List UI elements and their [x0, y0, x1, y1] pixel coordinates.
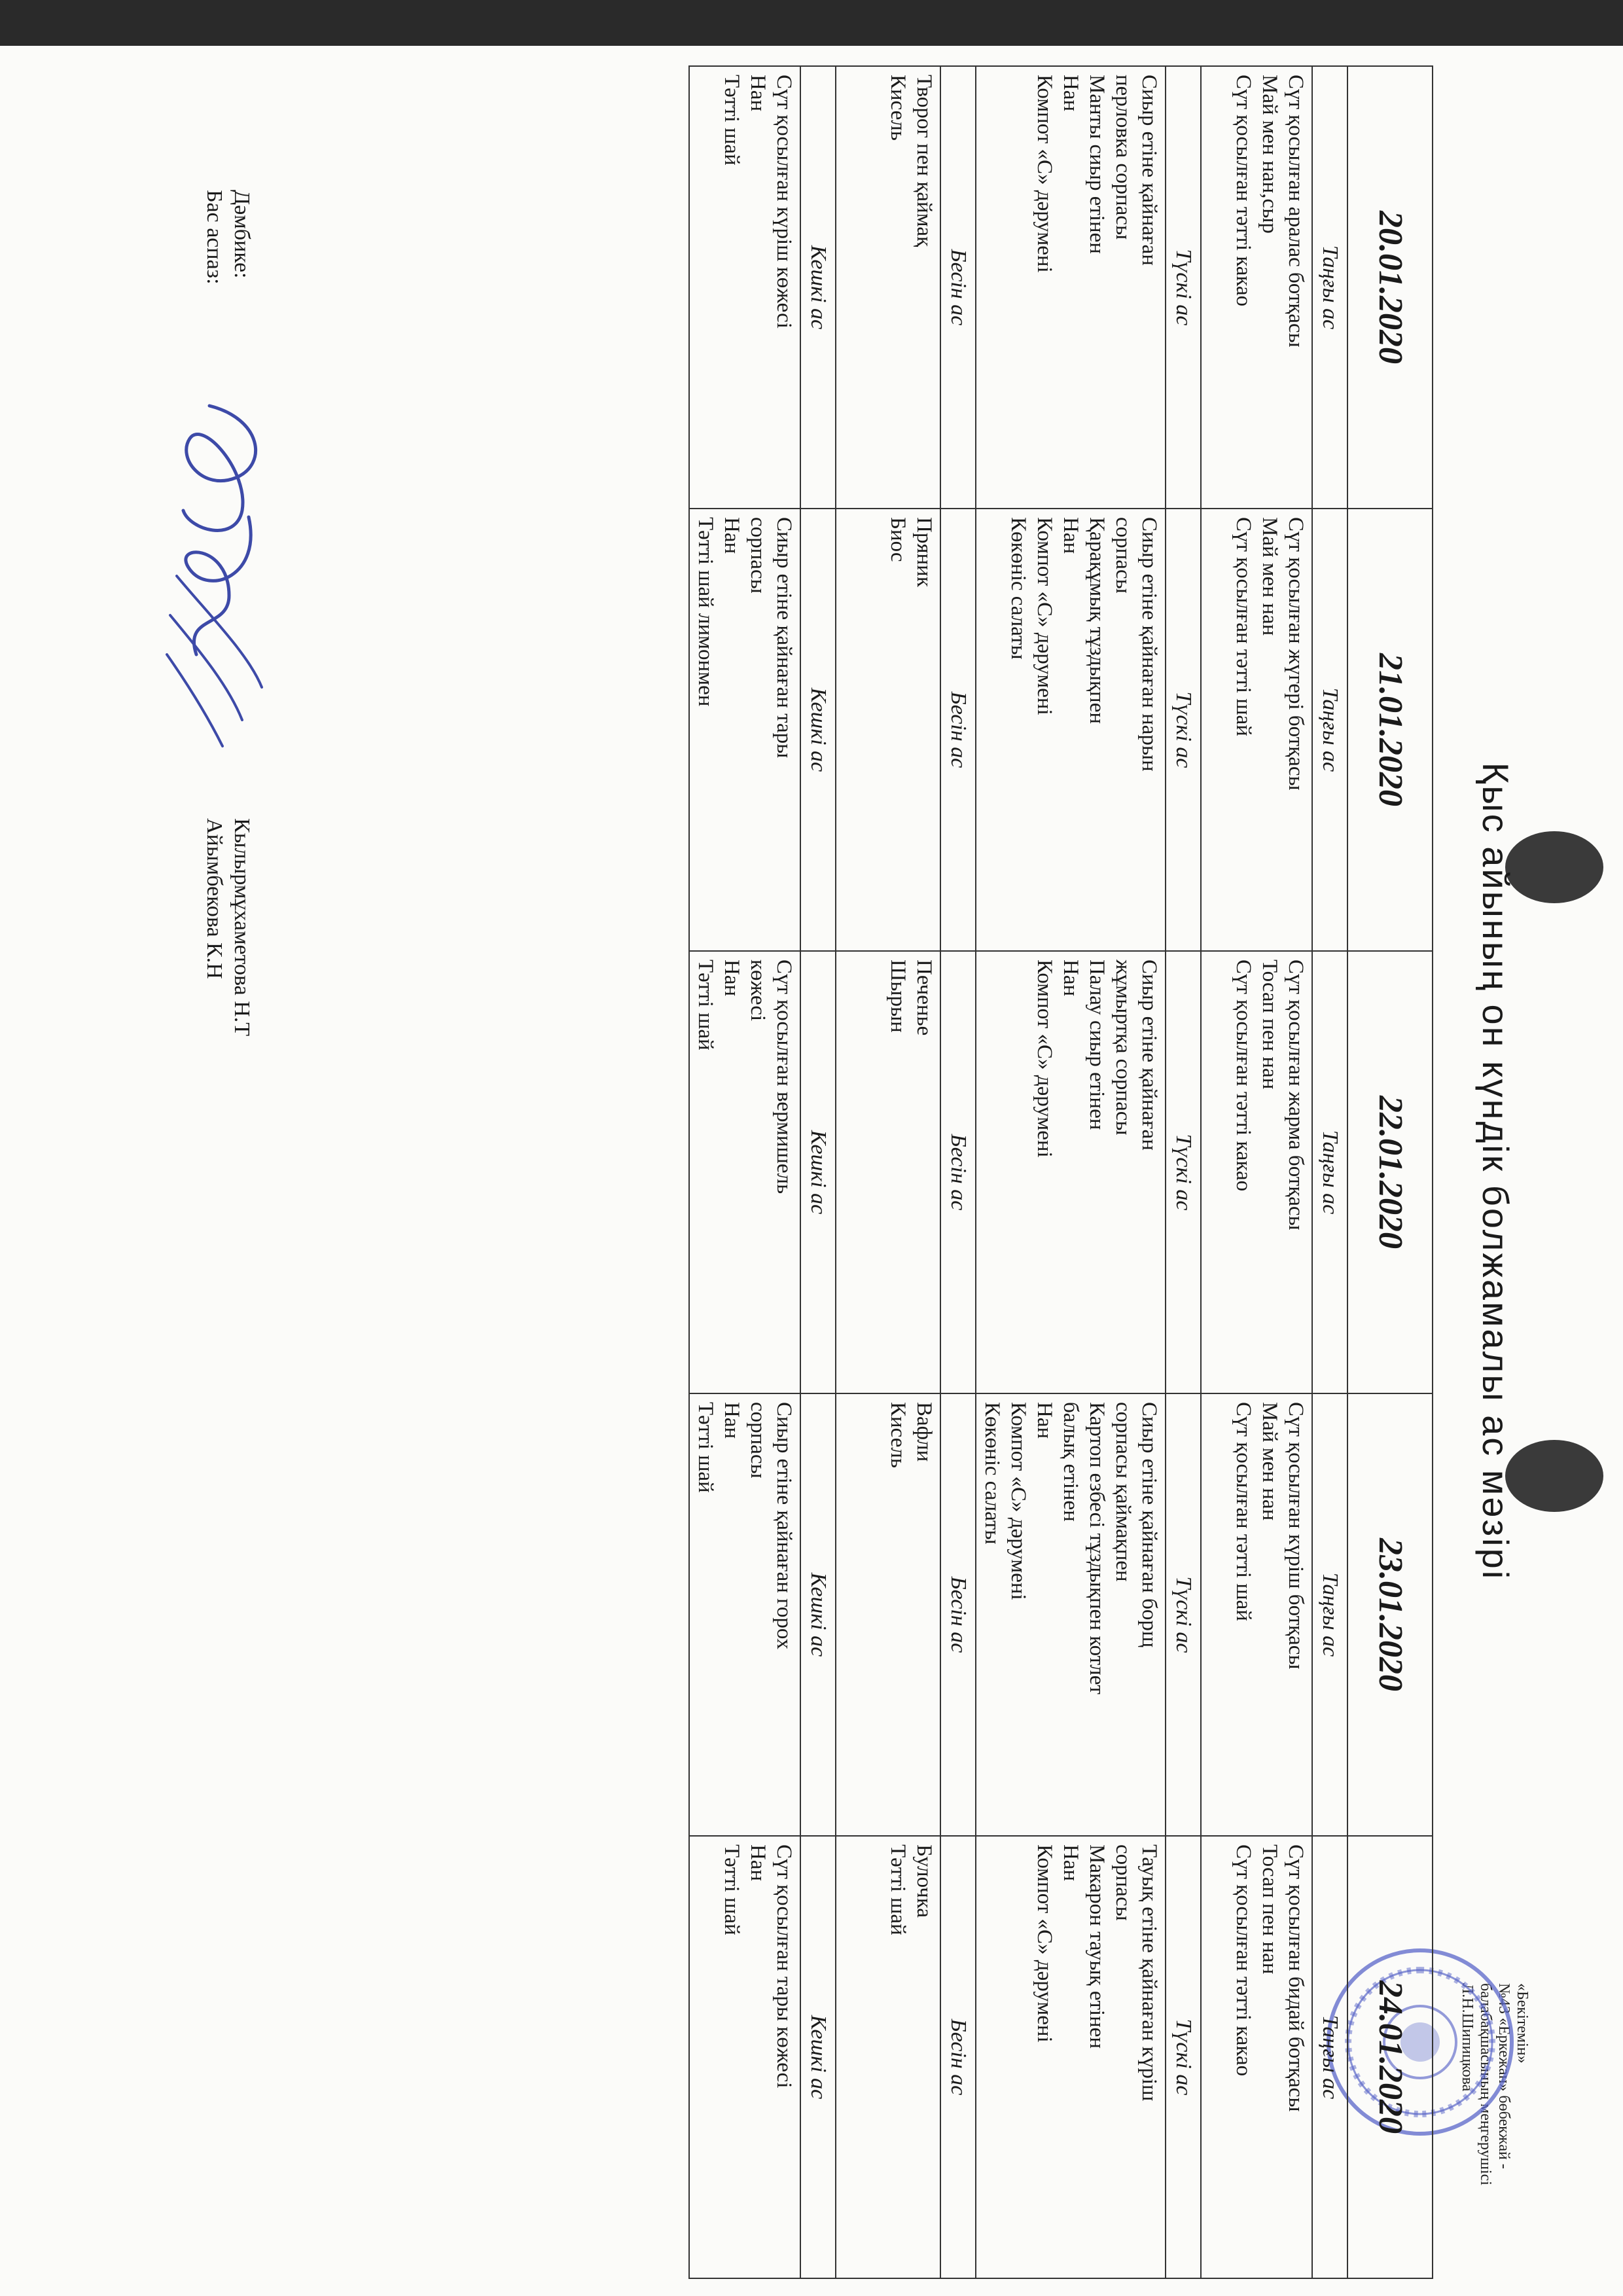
- stamp-line: Л.Н.Шипицкова: [1459, 1983, 1476, 2092]
- signature-role: Бас аспаз:: [202, 190, 226, 285]
- lunch-items: [976, 66, 1166, 509]
- menu-item: сорпасы: [1111, 1844, 1135, 1921]
- handwritten-signature-icon: [151, 380, 288, 798]
- lunch-header-row: [1166, 66, 1201, 2278]
- meal-label-supper: Кешкі ас: [800, 1393, 836, 1836]
- stamp-line: балабақшасының меңгерушісі: [1477, 1983, 1494, 2185]
- menu-item: Тәтті шай: [720, 1844, 743, 1935]
- menu-item: Макарон тауық етінен: [1085, 1844, 1109, 2049]
- menu-item: сорпасы: [746, 1402, 770, 1479]
- lunch-items: [976, 1393, 1166, 1836]
- menu-item: Тауық етіне қайнаған күріш: [1137, 1844, 1161, 2102]
- meal-label-snack: Бесін ас: [940, 1393, 976, 1836]
- menu-item: Сүт қосылған тәтті какао: [1232, 75, 1255, 307]
- lunch-items-row: [976, 66, 1166, 2278]
- menu-item: Сиыр етіне қайнаған тары: [772, 517, 796, 759]
- date-row: [1347, 66, 1433, 2278]
- meal-label-snack: Бесін ас: [940, 951, 976, 1393]
- menu-item: Нан: [720, 517, 743, 554]
- menu-item: Пряник: [912, 517, 936, 587]
- day-date: 21.01.2020: [1347, 509, 1433, 951]
- meal-label-supper: Кешкі ас: [800, 509, 836, 951]
- meal-label-breakfast: Таңғы ас: [1312, 1836, 1347, 2278]
- menu-item: Нан: [720, 960, 743, 997]
- menu-item: Қарақұмық тұздықпен: [1085, 517, 1109, 724]
- meal-label-lunch: Түскі ас: [1166, 951, 1201, 1393]
- menu-item: Сүт қосылған күріш ботқасы: [1284, 1402, 1308, 1670]
- menu-item: Сиыр етіне қайнаған: [1137, 75, 1161, 266]
- supper-header-row: [800, 66, 836, 2278]
- meal-label-breakfast: Таңғы ас: [1312, 66, 1347, 509]
- menu-item: Нан: [720, 1402, 743, 1439]
- menu-item: Шырын: [886, 960, 910, 1033]
- meal-label-breakfast: Таңғы ас: [1312, 951, 1347, 1393]
- breakfast-items: [1201, 1393, 1312, 1836]
- menu-table: [688, 65, 1433, 2279]
- menu-item: Кисель: [886, 1402, 910, 1468]
- menu-item: Сүт қосылған тәтті какао: [1232, 960, 1255, 1192]
- snack-items-row: [836, 66, 940, 2278]
- menu-item: сорпасы: [746, 517, 770, 594]
- menu-item: Сүт қосылған бидай ботқасы: [1284, 1844, 1308, 2112]
- stamp-line: №43 «Еркежан» бөбекжай -: [1495, 1983, 1512, 2169]
- menu-item: Май мен нан: [1258, 1402, 1281, 1521]
- menu-item: Компот «С» дәрумені: [1007, 1402, 1030, 1600]
- menu-item: Сиыр етіне қайнаған борщ: [1137, 1402, 1161, 1648]
- breakfast-items: [1201, 1836, 1312, 2278]
- lunch-items: [976, 509, 1166, 951]
- meal-label-lunch: Түскі ас: [1166, 1836, 1201, 2278]
- menu-item: Тәтті шай лимонмен: [694, 517, 717, 707]
- meal-label-supper: Кешкі ас: [800, 66, 836, 509]
- signature-role: Дәмбике:: [230, 190, 254, 279]
- menu-item: көжесі: [746, 960, 770, 1022]
- menu-item: сорпасы қаймақпен: [1111, 1402, 1135, 1582]
- signature-block: [124, 190, 255, 1368]
- menu-item: Көкөніс салаты: [980, 1402, 1004, 1545]
- menu-item: Тәтті шай: [694, 1402, 717, 1493]
- menu-item: Сүт қосылған жарма ботқасы: [1284, 960, 1308, 1230]
- menu-item: Май мен нан: [1258, 517, 1281, 636]
- menu-item: Тосап пен нан: [1258, 960, 1281, 1090]
- menu-item: Сүт қосылған вермишель: [772, 960, 796, 1194]
- menu-item: Биос: [886, 517, 910, 562]
- meal-label-breakfast: Таңғы ас: [1312, 1393, 1347, 1836]
- breakfast-items: [1201, 509, 1312, 951]
- menu-item: Нан: [1059, 75, 1082, 112]
- menu-item: Палау сиыр етінен: [1085, 960, 1109, 1130]
- menu-item: Компот «С» дәрумені: [1033, 960, 1056, 1158]
- supper-items: [689, 66, 800, 509]
- menu-item: Нан: [1059, 1844, 1082, 1882]
- stamp-line: «Бекітемін»: [1514, 1983, 1531, 2064]
- document-title: Қыс айының он күндік болжамалы ас мәзірі: [1475, 762, 1516, 1581]
- snack-items: [836, 1393, 940, 1836]
- lunch-items: [976, 951, 1166, 1393]
- breakfast-header-row: [1312, 66, 1347, 2278]
- meal-label-lunch: Түскі ас: [1166, 1393, 1201, 1836]
- menu-item: Манты сиыр етінен: [1085, 75, 1109, 254]
- meal-label-lunch: Түскі ас: [1166, 66, 1201, 509]
- meal-label-snack: Бесін ас: [940, 1836, 976, 2278]
- day-date: 22.01.2020: [1347, 951, 1433, 1393]
- meal-label-supper: Кешкі ас: [800, 951, 836, 1393]
- supper-items: [689, 1836, 800, 2278]
- menu-item: Сүт қосылған тәтті шай: [1232, 1402, 1255, 1621]
- menu-item: Компот «С» дәрумені: [1033, 75, 1056, 273]
- menu-item: Печенье: [912, 960, 936, 1036]
- menu-item: Тәтті шай: [886, 1844, 910, 1935]
- menu-item: Тосап пен нан: [1258, 1844, 1281, 1975]
- lunch-items: [976, 1836, 1166, 2278]
- menu-item: Май мен нан,сыр: [1258, 75, 1281, 234]
- menu-item: Компот «С» дәрумені: [1033, 517, 1056, 715]
- snack-items: [836, 951, 940, 1393]
- signature-name: Кылырмұхаметова Н.Т: [230, 818, 254, 1037]
- menu-item: Компот «С» дәрумені: [1033, 1844, 1056, 2043]
- breakfast-items: [1201, 951, 1312, 1393]
- menu-item: сорпасы: [1111, 517, 1135, 594]
- snack-items: [836, 1836, 940, 2278]
- supper-items: [689, 509, 800, 951]
- menu-item: Булочка: [912, 1844, 936, 1918]
- meal-label-supper: Кешкі ас: [800, 1836, 836, 2278]
- menu-item: Сиыр етіне қайнаған нарын: [1137, 517, 1161, 772]
- menu-item: Творог пен қаймақ: [912, 75, 936, 247]
- signature-name: Айымбекова К.Н: [202, 818, 226, 979]
- menu-item: Кисель: [886, 75, 910, 141]
- meal-label-snack: Бесін ас: [940, 509, 976, 951]
- day-date: 23.01.2020: [1347, 1393, 1433, 1836]
- menu-item: Тәтті шай: [694, 960, 717, 1050]
- menu-item: Вафли: [912, 1402, 936, 1462]
- supper-items: [689, 951, 800, 1393]
- menu-item: Сүт қосылған тәтті какао: [1232, 1844, 1255, 2077]
- supper-items-row: [689, 66, 800, 2278]
- snack-items: [836, 66, 940, 509]
- menu-item: Тәтті шай: [720, 75, 743, 166]
- rotated-menu-sheet: [26, 59, 1531, 2284]
- menu-item: Нан: [746, 75, 770, 112]
- supper-items: [689, 1393, 800, 1836]
- menu-item: Нан: [746, 1844, 770, 1882]
- menu-item: Нан: [1059, 960, 1082, 997]
- day-date: 20.01.2020: [1347, 66, 1433, 509]
- meal-label-lunch: Түскі ас: [1166, 509, 1201, 951]
- day-date: 24.01.2020: [1347, 1836, 1433, 2278]
- menu-item: перловка сорпасы: [1111, 75, 1135, 240]
- menu-item: Көкөніс салаты: [1007, 517, 1030, 660]
- menu-item: балық етінен: [1059, 1402, 1082, 1522]
- menu-item: Сүт қосылған тары көжесі: [772, 1844, 796, 2089]
- menu-item: жұмыртқа сорпасы: [1111, 960, 1135, 1136]
- breakfast-items: [1201, 66, 1312, 509]
- menu-item: Нан: [1033, 1402, 1056, 1439]
- menu-item: Картоп езбесі тұздықпен котлет: [1085, 1402, 1109, 1695]
- menu-item: Сиыр етіне қайнаған: [1137, 960, 1161, 1151]
- menu-item: Сүт қосылған аралас ботқасы: [1284, 75, 1308, 348]
- menu-item: Сүт қосылған күріш көжесі: [772, 75, 796, 329]
- menu-item: Сүт қосылған тәтті шай: [1232, 517, 1255, 736]
- meal-label-snack: Бесін ас: [940, 66, 976, 509]
- snack-header-row: [940, 66, 976, 2278]
- menu-item: Сүт қосылған жүгері ботқасы: [1284, 517, 1308, 791]
- meal-label-breakfast: Таңғы ас: [1312, 509, 1347, 951]
- menu-item: Нан: [1059, 517, 1082, 554]
- menu-item: Сиыр етіне қайнаған горох: [772, 1402, 796, 1650]
- snack-items: [836, 509, 940, 951]
- breakfast-items-row: [1201, 66, 1312, 2278]
